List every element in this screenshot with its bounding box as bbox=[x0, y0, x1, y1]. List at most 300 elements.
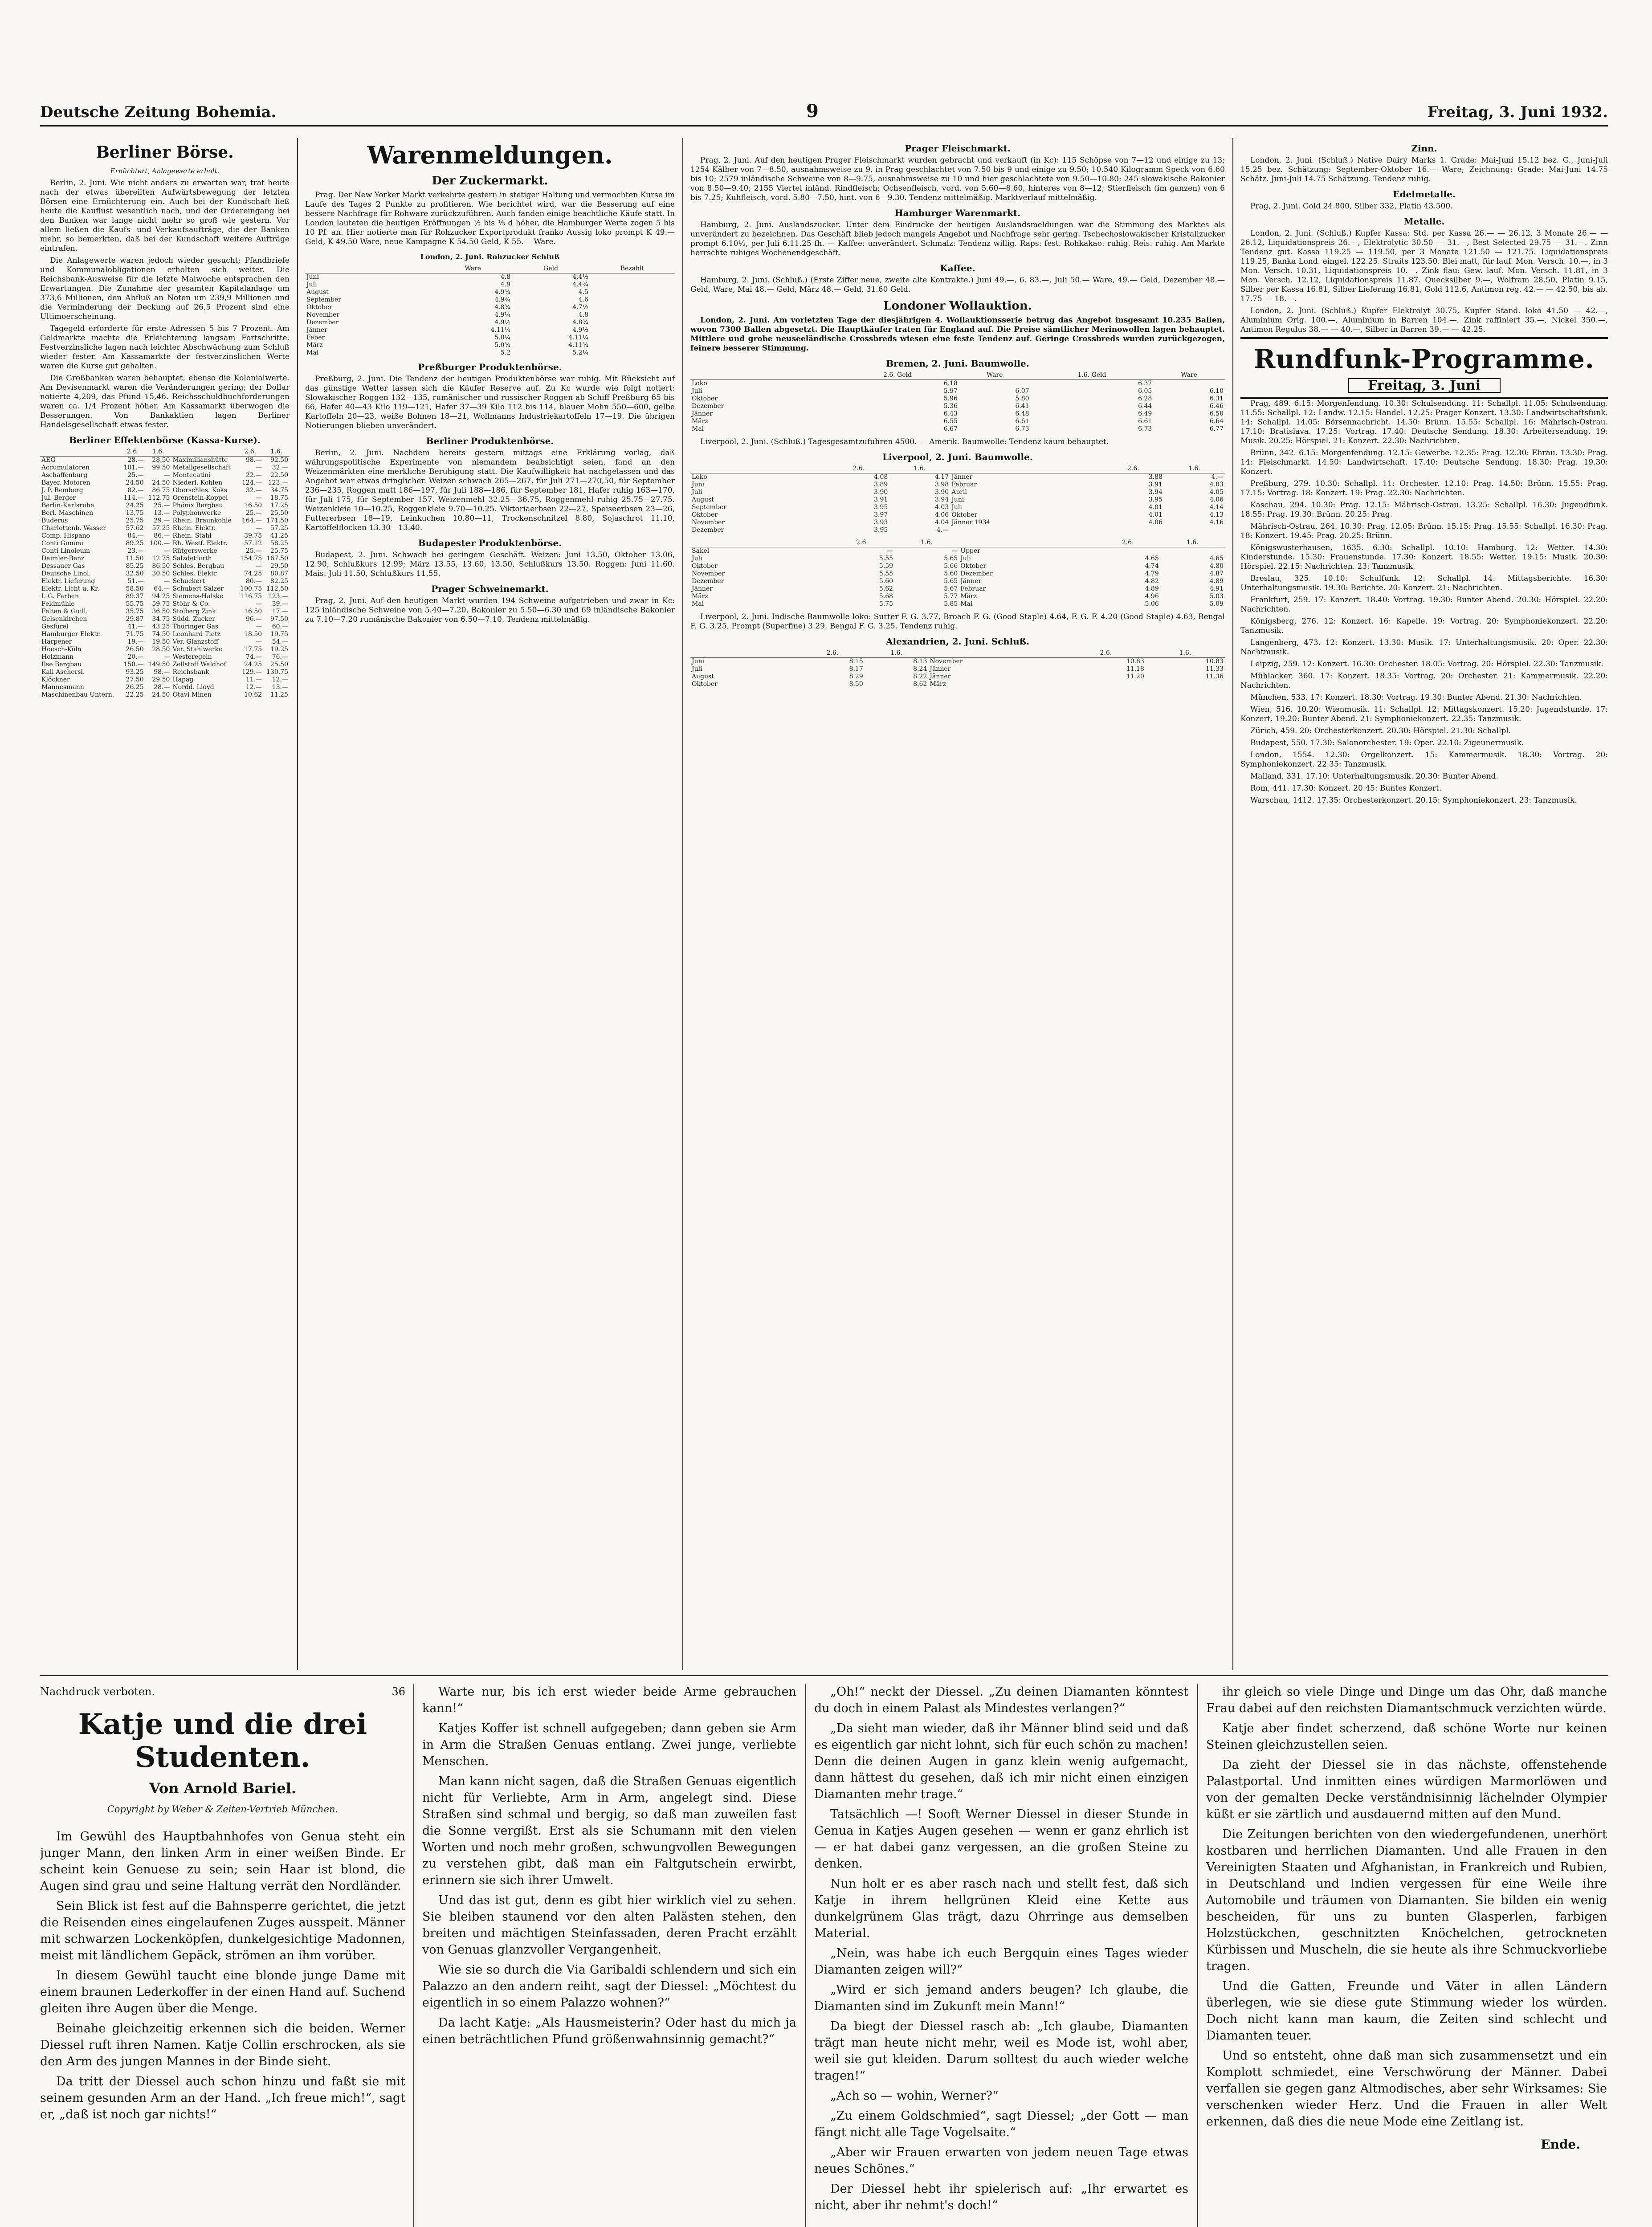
table-cell: April bbox=[951, 489, 967, 496]
table-row bbox=[690, 387, 1225, 395]
table-cell: 19.50 bbox=[152, 638, 170, 645]
table-cell: 10.83 bbox=[1126, 658, 1144, 665]
table-row bbox=[305, 311, 675, 319]
table-row bbox=[40, 517, 290, 525]
table-cell: 3.94 bbox=[1148, 489, 1163, 496]
table-cell: Juli bbox=[960, 555, 971, 562]
table-cell: 4.82 bbox=[1145, 578, 1159, 585]
table-cell: 4.9¼ bbox=[494, 311, 511, 318]
table-cell: Februar bbox=[951, 481, 977, 488]
table-cell: 4.13 bbox=[1209, 511, 1224, 518]
novel-paragraph: ihr gleich so viele Dinge und Dinge um das Ohr, daß manche Frau dabei auf den reichsten Diamantschmuck verzichten würde. bbox=[1206, 1685, 1607, 1715]
table-cell: Hapag bbox=[172, 676, 194, 683]
table-cell: 28.— bbox=[127, 457, 144, 464]
table-cell: 19.— bbox=[127, 638, 144, 645]
table-cell: 4.17 bbox=[935, 473, 949, 481]
zucker-paragraph: Prag. Der New Yorker Markt verkehrte gestern in stetiger Haltung und vermochten Kurse im Laufe des Tages 2 Punkte zu profitieren. Wie berichtet wird, war die Besserung auf eine bessere Nachfrage für Rohware zurückzuführen. Auch fanden einige beachtliche Käufe statt. In London lauteten die heutigen Eröffnungen ½ bis ⅓ d höher, die Hamburger Werte zogen 5 bis 10 Pf. an. Hier notierte man für Rohzucker Exportprodukt franko Aussig loko prompt K 49.— Geld, K 49.50 Ware, neue Kampagne K 54.50 Geld, K 55.— Ware. bbox=[305, 191, 675, 246]
table-cell: 5.09 bbox=[1209, 600, 1224, 608]
table-cell: Juni bbox=[692, 658, 705, 665]
table-row bbox=[690, 600, 1225, 608]
table-cell: Charlottenb. Wasser bbox=[41, 525, 106, 532]
table-cell: Loko bbox=[692, 473, 707, 481]
column-rule bbox=[1232, 138, 1233, 1670]
zinn-title: Zinn. bbox=[1411, 143, 1437, 154]
table-cell: Schles. Elektr. bbox=[172, 570, 218, 577]
radio-day: Freitag, 3. Juni bbox=[1348, 378, 1501, 393]
table-row bbox=[690, 496, 1225, 504]
table-cell: 3.97 bbox=[874, 511, 888, 518]
table-cell: Oktober bbox=[692, 395, 718, 402]
metalle-text-2: London, 2. Juni. (Schluß.) Kupfer Elektrolyt 30.75, Kupfer Stand. loko 41.50 — 42.—, Aluminium Orig. 100.—, Aluminium in Barren 104.—, Zink raffiniert 35.—, Nickel 350.—, Antimon Regulus 38.— — 40.—, Silber in Barren 39.— — 42.25. bbox=[1240, 306, 1608, 334]
column-header: 2.6. bbox=[800, 649, 865, 658]
table-cell: 4.8¾ bbox=[494, 304, 511, 311]
table-cell: Accumulatoren bbox=[41, 464, 90, 471]
table-row bbox=[305, 289, 675, 296]
novel-paragraph: Nun holt er es aber rasch nach und stellt fest, daß sich Katje in ihrem hellgrünen Kleid eine Kette aus dunkelgrünem Glas trägt, dazu Ohrringe aus demselben Material. bbox=[814, 1877, 1188, 1940]
table-cell: 5.67 bbox=[944, 585, 958, 592]
table-cell: Felten & Guill. bbox=[41, 608, 88, 615]
table-cell: 93.25 bbox=[126, 669, 144, 676]
novel-paragraph: „Wird er sich jemand anders beugen? Ich glaube, die Diamanten sind im Zukunft mein Mann!“ bbox=[814, 1983, 1188, 2013]
column-header: 1.6. Geld bbox=[1031, 371, 1154, 380]
table-cell: 71.75 bbox=[126, 631, 144, 638]
table-cell: 12.75 bbox=[152, 555, 170, 562]
novel-column-4 bbox=[1206, 1684, 1607, 2227]
novel-paragraph: Da tritt der Diessel auch schon hinzu und faßt sie mit seinem gesunden Arm an der Hand. „Ich freue mich!“, sagt er, „daß ist noch gar nichts!“ bbox=[40, 2075, 405, 2121]
table-cell: Oktober bbox=[692, 511, 718, 518]
novel-paragraph: Katjes Koffer ist schnell aufgegeben; dann geben sie Arm in Arm die Straßen Genuas entlang. Zwei junge, verliebte Menschen. bbox=[422, 1721, 796, 1768]
liverpool-table bbox=[690, 465, 1225, 534]
table-row bbox=[40, 661, 290, 669]
table-cell: 4.— bbox=[936, 526, 949, 534]
table-cell: Otavi Minen bbox=[172, 691, 212, 698]
table-cell: 29.50 bbox=[152, 676, 170, 683]
table-cell: 36.50 bbox=[152, 608, 170, 615]
table-cell: Jänner 1934 bbox=[951, 519, 991, 526]
table-cell: Jänner bbox=[306, 326, 327, 334]
pressburg-title: Preßburger Produktenbörse. bbox=[418, 362, 562, 372]
radio-entry: Preßburg, 279. 10.30: Schallpl. 11: Orchester. 12.10: Prag. 14.50: Brünn. 15.55: Prag. 17.15: Vortrag. 18: Konzert. 19: Prag. 22.30: Nachrichten. bbox=[1240, 479, 1608, 498]
table-cell: Gelsenkirchen bbox=[41, 616, 87, 623]
table-cell: 74.— bbox=[245, 653, 262, 661]
table-cell: 6.55 bbox=[943, 418, 958, 425]
liverpool-title: Liverpool, 2. Juni. Baumwolle. bbox=[882, 452, 1033, 462]
table-cell: Mai bbox=[692, 600, 704, 608]
table-cell: 58.50 bbox=[126, 585, 144, 592]
berlin-paragraph: Tagegeld erforderte für erste Adressen 5 bis 7 Prozent. Am Geldmarkte machte die Erleichterung langsam Fortschritte. Festverzinsliche lagen nach leichter Abschwächung zum Schluß wieder fester. Am Kassamarkte der festverzinslichen Werte waren die Kurse gut gehalten. bbox=[40, 324, 290, 371]
table-cell: 5.03 bbox=[1209, 593, 1224, 600]
table-cell: 8.62 bbox=[913, 681, 927, 688]
table-cell: 3.95 bbox=[1148, 496, 1163, 503]
table-cell: 17.75 bbox=[244, 646, 262, 653]
table-cell: 57.25 bbox=[152, 525, 170, 532]
table-cell: 43.25 bbox=[152, 623, 170, 630]
table-cell: 11.36 bbox=[1205, 673, 1224, 680]
table-cell: 5.0¾ bbox=[494, 342, 511, 349]
table-row bbox=[40, 684, 290, 691]
table-row bbox=[690, 481, 1225, 489]
table-row bbox=[40, 532, 290, 540]
pressburg-text: Preßburg, 2. Juni. Die Tendenz der heutigen Produktenbörse war ruhig. Mit Rücksicht auf das günstige Wetter lassen sich die Käufer Reserve auf. Zu Kc wurde wie folgt notiert: Slowakischer Roggen 132—135, rumänischer und russischer Roggen ab Schiff Preßburg 65 bis 66, Hafer 40—43 Kilo 119—121, Hafer 37—39 Kilo 112 bis 114, blauer Mohn 550—600, gelbe Kartoffeln 20—23, weiße Bohnen 18—21, Wollmanns Industriekartoffeln 17—19. Die übrigen Notierungen blieben unverändert. bbox=[305, 375, 675, 430]
kassa-table bbox=[40, 448, 290, 699]
table-row bbox=[690, 547, 1225, 555]
table-cell: Conti Linoleum bbox=[41, 547, 90, 555]
table-cell: 6.46 bbox=[1209, 403, 1224, 410]
table-cell: 114.— bbox=[123, 494, 144, 502]
installment-number: 36 bbox=[392, 1685, 405, 1698]
table-cell: 11.18 bbox=[1126, 665, 1144, 673]
table-row bbox=[690, 395, 1225, 403]
table-cell: Kali Aschersl. bbox=[41, 669, 85, 676]
table-cell: 99.50 bbox=[152, 464, 170, 471]
table-cell: 12.— bbox=[272, 676, 288, 683]
column-rule bbox=[682, 138, 683, 1670]
table-cell: 3.91 bbox=[1148, 481, 1163, 488]
table-row bbox=[690, 570, 1225, 578]
table-cell: 24.50 bbox=[152, 691, 170, 698]
table-row bbox=[690, 526, 1225, 534]
table-cell: 4.04 bbox=[935, 519, 949, 526]
column-header: Ware bbox=[1153, 371, 1225, 380]
table-cell: Mai bbox=[960, 600, 973, 608]
table-cell: 149.50 bbox=[148, 661, 170, 668]
table-cell: August bbox=[692, 496, 714, 503]
table-cell: Mai bbox=[306, 349, 319, 356]
kaffee-text: Hamburg, 2. Juni. (Schluß.) (Erste Ziffer neue, zweite alte Kontrakte.) Juni 49.—, 6. 83.—, Juli 50.— Ware, 49.— Geld, Dezember 48.— Geld, Ware, Mai 48.— Geld, März 48.— Geld, 31.60 Geld. bbox=[690, 276, 1225, 294]
table-cell bbox=[1153, 380, 1225, 388]
table-row bbox=[40, 608, 290, 616]
table-cell: Phönix Bergbau bbox=[172, 502, 223, 509]
column-header: 1.6. bbox=[889, 465, 950, 473]
table-cell: 25.50 bbox=[270, 661, 288, 668]
table-cell: Reichsbank bbox=[172, 669, 209, 676]
column-header: 1.6. bbox=[1160, 538, 1225, 547]
table-cell: Loko bbox=[692, 380, 707, 387]
wolle-title: Londoner Wollauktion. bbox=[883, 299, 1032, 313]
table-cell: Berlin-Karlsruhe bbox=[41, 502, 94, 509]
table-cell: 16.50 bbox=[244, 502, 262, 509]
table-row bbox=[690, 578, 1225, 585]
table-row bbox=[690, 658, 1225, 666]
table-cell: Dezember bbox=[306, 319, 339, 326]
novel-paragraph: „Zu einem Goldschmied“, sagt Diessel; „der Gott — man fängt nicht alle Tage Vogelsaite.“ bbox=[814, 2109, 1188, 2139]
novel-text bbox=[814, 1684, 1188, 2214]
table-cell: 41.25 bbox=[270, 532, 288, 539]
table-cell: 11.50 bbox=[126, 555, 144, 562]
table-cell: 4.7½ bbox=[572, 304, 589, 311]
table-row bbox=[690, 380, 1225, 388]
table-cell: 100.75 bbox=[240, 585, 262, 592]
berlin-report bbox=[40, 179, 290, 430]
table-cell: 26.50 bbox=[126, 646, 144, 653]
table-cell: 6.18 bbox=[943, 380, 958, 387]
table-cell: Juli bbox=[692, 387, 702, 395]
section-rule bbox=[40, 1675, 1608, 1676]
table-cell: 39.75 bbox=[244, 532, 262, 539]
table-cell: 4.14 bbox=[1209, 504, 1224, 511]
table-cell: 25.75 bbox=[270, 547, 288, 555]
column-rule bbox=[1197, 1684, 1198, 2227]
table-cell: Jänner bbox=[930, 673, 951, 680]
berlin-paragraph: Berlin, 2. Juni. Wie nicht anders zu erwarten war, trat heute nach der etwas übereilten Aufwärtsbewegung der letzten Börsen eine Ernüchterung ein. Auch bei der Kundschaft ließ heute die Kauflust wesentlich nach, und der Ordereingang bei den Banken war lange nicht mehr so groß wie gestern. Vor allem ließen die Kaufs- und Verkaufsaufträge, die der Banken mehr, so bemerkten, daß bei der Kundschaft weitere Aufträge eintrafen. bbox=[40, 179, 290, 253]
table-row bbox=[690, 593, 1225, 600]
novel-paragraph: Im Gewühl des Hauptbahnhofes von Genua steht ein junger Mann, den linken Arm in einer weißen Binde. Er scheint kein Genuese zu sein; sein Haar ist blond, die Augen sind grau und seine Haltung verrät den Nordländer. bbox=[40, 1830, 405, 1893]
table-cell: 6.43 bbox=[943, 410, 958, 417]
table-cell: 5.36 bbox=[943, 403, 958, 410]
radio-entry: Rom, 441. 17.30: Konzert. 20.45: Buntes Konzert. bbox=[1250, 784, 1442, 793]
table-cell: Oktober bbox=[960, 563, 987, 570]
table-cell: 4.03 bbox=[1209, 481, 1224, 488]
table-cell: 6.73 bbox=[1015, 425, 1029, 432]
waren-title: Warenmeldungen. bbox=[367, 141, 613, 169]
edel-text: Prag, 2. Juni. Gold 24.800, Silber 332, Platin 43.500. bbox=[1250, 202, 1453, 211]
table-cell bbox=[590, 319, 675, 326]
table-cell: 4.80 bbox=[1209, 563, 1224, 570]
table-cell: 10.62 bbox=[244, 691, 262, 698]
table-cell: Westeregeln bbox=[172, 653, 212, 661]
table-cell: Juli bbox=[692, 489, 702, 496]
table-cell: 92.50 bbox=[270, 457, 288, 464]
table-row bbox=[40, 525, 290, 532]
column-header: 1.6. bbox=[865, 649, 929, 658]
waren-column bbox=[305, 138, 675, 1652]
table-cell: August bbox=[306, 289, 329, 296]
table-cell: Sakel bbox=[692, 547, 710, 555]
table-cell: Dessauer Gas bbox=[41, 563, 85, 570]
paper-name: Deutsche Zeitung Bohemia. bbox=[40, 103, 277, 121]
table-row bbox=[40, 676, 290, 684]
table-cell: 8.15 bbox=[849, 658, 863, 665]
radio-entry: Mailand, 331. 17.10: Unterhaltungsmusik. 20.30: Bunter Abend. bbox=[1250, 772, 1498, 781]
column-header: 2.6. bbox=[237, 448, 263, 457]
column-header: 2.6. bbox=[828, 465, 889, 473]
radio-entry: Prag, 489. 6.15: Morgenfendung. 10.30: Schulsendung. 11: Schallpl. 11.05: Schulsendung. 11.55: Schallpl. 12: Landw. 12.15: Handel. 12.25: Prager Konzert. 13.30: Landwirtschaftsfunk. 14: Schallpl. 14.05: Börsennachricht. 14.50: Brünn. 15.55: Schallpl. 16: Mährisch-Ostrau. 17.10: Bratislava. 17.25: Vortrag. 17.40: Deutsche Sendung. 18.30: Arbeitersendung. 19: Musik. 20.25: Hörspiel. 21: Konzert. 22.30: Nachrichten. bbox=[1240, 399, 1608, 445]
egyptian-table bbox=[690, 538, 1225, 608]
table-cell: 18.75 bbox=[270, 494, 288, 502]
table-cell: 5.60 bbox=[879, 578, 893, 585]
table-row bbox=[40, 487, 290, 494]
column-header: Bezahlt bbox=[590, 265, 675, 273]
table-cell: 16.50 bbox=[244, 608, 262, 615]
table-cell: 25.— bbox=[154, 502, 170, 509]
table-cell: — bbox=[163, 578, 170, 585]
nachdruck-note: Nachdruck verboten. bbox=[40, 1685, 155, 1698]
table-cell: 25.— bbox=[127, 472, 144, 479]
table-row bbox=[690, 425, 1225, 433]
table-cell: 80.87 bbox=[270, 570, 288, 577]
table-row bbox=[305, 334, 675, 342]
table-row bbox=[690, 511, 1225, 519]
indisch-text: Liverpool, 2. Juni. Indische Baumwolle loko: Surter F. G. 3.77, Broach F. G. (Good Staple) 4.64, F. G. F. 4.20 (Good Staple) 4.63, Bengal F. G. 3.25, Prompt (Superfine) 3.29, Bengal F. G. 3.25. Tendenz ruhig. bbox=[690, 612, 1225, 631]
table-cell bbox=[590, 334, 675, 342]
table-cell: 3.93 bbox=[874, 519, 888, 526]
novel-copyright: Copyright by Weber & Zeiten-Vertrieb München. bbox=[107, 1804, 339, 1815]
table-cell bbox=[590, 273, 675, 281]
table-cell: 4.65 bbox=[1209, 555, 1224, 562]
radio-header bbox=[1240, 337, 1608, 399]
table-cell: Klöckner bbox=[41, 676, 70, 683]
table-cell: 4.9½ bbox=[572, 326, 589, 334]
table-cell bbox=[1160, 547, 1225, 555]
table-row bbox=[690, 519, 1225, 526]
radio-entry: Budapest, 550. 17.30: Salonorchester. 19: Oper. 22.10: Zigeunermusik. bbox=[1250, 738, 1524, 747]
table-cell: — bbox=[256, 638, 262, 645]
masthead bbox=[40, 98, 1608, 126]
table-cell: 10.83 bbox=[1205, 658, 1224, 665]
column-header: 1.6. bbox=[1164, 465, 1225, 473]
table-cell bbox=[1096, 547, 1160, 555]
alexandria-title: Alexandrien, 2. Juni. Schluß. bbox=[886, 636, 1029, 647]
novel-column-3 bbox=[814, 1684, 1188, 2227]
table-cell: 22.— bbox=[245, 472, 262, 479]
table-row bbox=[305, 273, 675, 281]
table-cell: Oktober bbox=[306, 304, 332, 311]
table-cell: 96.— bbox=[245, 616, 262, 623]
table-cell: 94.25 bbox=[152, 593, 170, 600]
table-row bbox=[305, 304, 675, 311]
table-row bbox=[690, 555, 1225, 563]
table-row bbox=[305, 326, 675, 334]
table-row bbox=[40, 653, 290, 661]
table-cell: 5.0¼ bbox=[494, 334, 511, 341]
table-cell: 5.80 bbox=[1015, 395, 1029, 402]
novel-paragraph: Und das ist gut, denn es gibt hier wirklich viel zu sehen. Sie bleiben staunend vor den alten Palästen stehen, den breiten und mächtigen Steinfassaden, deren Pracht erzählt von Genuas glanzvoller Vergangenheit. bbox=[422, 1893, 796, 1957]
table-cell: 32.— bbox=[245, 487, 262, 494]
metalle-title: Metalle. bbox=[1403, 216, 1445, 227]
table-cell: — bbox=[256, 563, 262, 570]
table-cell: 28.50 bbox=[152, 457, 170, 464]
table-cell: 4.— bbox=[1211, 473, 1224, 481]
table-cell: 22.25 bbox=[126, 691, 144, 698]
column-header bbox=[690, 465, 828, 473]
table-cell: — bbox=[256, 623, 262, 630]
table-cell: Juni bbox=[692, 481, 705, 488]
table-cell: 24.50 bbox=[126, 479, 144, 486]
radio-entry: Königswusterhausen, 1635. 6.30: Schallpl. 10.10: Hamburg. 12: Wetter. 14.30: Kinderstunde. 15.30: Frauenstunde. 17.30: Konzert. 18.55: Wetter. 19.15: Musik. 20.30: Hörspiel. 22.15: Nachrichten. 23: Tanzmusik. bbox=[1240, 543, 1608, 571]
alexandria-table bbox=[690, 649, 1225, 688]
table-row bbox=[40, 563, 290, 570]
table-cell: 112.75 bbox=[148, 494, 170, 502]
table-cell: 17.— bbox=[272, 608, 288, 615]
table-cell: März bbox=[930, 681, 946, 688]
novel-text bbox=[422, 1684, 796, 2048]
novel-column-2 bbox=[422, 1684, 796, 2227]
table-cell: 86.— bbox=[154, 532, 170, 539]
table-cell: Maschinenbau Untern. bbox=[41, 691, 114, 698]
table-cell: 4.01 bbox=[1148, 504, 1163, 511]
table-cell: Ver. Glanzstoff bbox=[172, 638, 219, 645]
novel-paragraph: Und die Gatten, Freunde und Väter in allen Ländern überlegen, wie sie diese gute Stimmung wieder los würden. Doch nicht kann man kaum, die Zeiten sind schlecht und Diamanten teuer. bbox=[1206, 1979, 1607, 2043]
table-cell: 3.95 bbox=[874, 526, 888, 534]
table-cell: 4.11¼ bbox=[490, 326, 511, 334]
table-cell: — bbox=[951, 547, 958, 555]
table-row bbox=[690, 585, 1225, 593]
table-cell: — bbox=[256, 494, 262, 502]
radio-entry: Leipzig, 259. 12: Konzert. 16.30: Orchester. 18.05: Vortrag. 20: Hörspiel. 22.30: Tanzmusik. bbox=[1250, 660, 1603, 669]
table-cell: 6.49 bbox=[1138, 410, 1152, 417]
column-header: 1.6. bbox=[263, 448, 290, 457]
table-cell: 4.01 bbox=[1148, 511, 1163, 518]
table-cell: Schuckert bbox=[172, 578, 205, 585]
table-cell: 13.75 bbox=[126, 510, 144, 517]
liverpool-text: Liverpool, 2. Juni. (Schluß.) Tagesgesamtzufuhren 4500. — Amerik. Baumwolle: Tendenz kaum behauptet. bbox=[700, 437, 1109, 446]
page-number: 9 bbox=[806, 101, 819, 122]
table-cell: 84.— bbox=[127, 532, 144, 539]
table-cell bbox=[1146, 681, 1225, 688]
table-cell: 129.— bbox=[241, 669, 262, 676]
table-cell: 11.33 bbox=[1205, 665, 1224, 673]
table-cell: September bbox=[306, 296, 341, 303]
table-row bbox=[305, 349, 675, 357]
novel-column-1 bbox=[40, 1684, 405, 2227]
table-row bbox=[690, 504, 1225, 511]
novel-paragraph: In diesem Gewühl taucht eine blonde junge Dame mit einem braunen Lederkoffer in der einen Hand auf. Suchend gleiten ihre Augen über die Menge. bbox=[40, 1969, 405, 2015]
berlin-paragraph: Die Anlagewerte waren jedoch wieder gesucht; Pfandbriefe und Kommunalobligationen erholten sich weiter. Die Reichsbank-Ausweise für die letzte Maiwoche entsprachen den Erwartungen. Die Zunahme der gesamten Kapitalanlage um 373,6 Millionen, den Abfluß an Noten um 239,9 Millionen und die Verminderung der Deckung auf 26,5 Prozent sind eine Ultimoerscheinung. bbox=[40, 256, 290, 321]
markets-column bbox=[1240, 138, 1608, 1652]
table-cell bbox=[1103, 526, 1164, 534]
table-cell bbox=[950, 526, 1103, 534]
table-cell: März bbox=[960, 593, 977, 600]
berlin-subtitle: Ernüchtert, Anlagewerte erholt. bbox=[110, 167, 220, 175]
table-cell: Hamburger Elektr. bbox=[41, 631, 101, 638]
table-cell bbox=[590, 281, 675, 289]
radio-entry: Frankfurt, 259. 17: Konzert. 18.40: Vortrag. 19.30: Bunter Abend. 20.30: Hörspiel. 22.20: Nachrichten. bbox=[1240, 595, 1608, 614]
table-cell: — bbox=[163, 653, 170, 661]
table-cell: 6.31 bbox=[1209, 395, 1224, 402]
table-cell: Feldmühle bbox=[41, 600, 75, 608]
table-cell: 116.75 bbox=[240, 593, 262, 600]
table-cell: Juli bbox=[692, 665, 702, 673]
table-cell: 12.— bbox=[245, 684, 262, 691]
table-cell: Ver. Stahlwerke bbox=[172, 646, 223, 653]
table-cell: 4.65 bbox=[1145, 555, 1159, 562]
table-cell: 5.97 bbox=[943, 387, 958, 395]
table-cell: 82.25 bbox=[270, 578, 288, 585]
radio-entry: Königsberg, 276. 12: Konzert. 16: Kapelle. 19: Vortrag. 20: Symphoniekonzert. 22.20: Tanzmusik. bbox=[1240, 617, 1608, 635]
table-cell: Polyphonwerke bbox=[172, 510, 221, 517]
column-header bbox=[959, 538, 1095, 547]
table-cell: Dezember bbox=[692, 578, 724, 585]
table-row bbox=[40, 578, 290, 585]
table-cell: 4.03 bbox=[935, 504, 949, 511]
table-row bbox=[40, 638, 290, 646]
table-cell: Juli bbox=[692, 555, 702, 562]
table-row bbox=[40, 494, 290, 502]
column-header: 1.6. bbox=[894, 538, 959, 547]
table-cell: August bbox=[692, 673, 714, 680]
issue-date: Freitag, 3. Juni 1932. bbox=[1427, 103, 1608, 121]
table-cell: 4.8 bbox=[578, 311, 589, 318]
table-row bbox=[40, 464, 290, 472]
table-cell: 5.77 bbox=[944, 593, 958, 600]
table-cell: 13.— bbox=[154, 510, 170, 517]
novel-paragraph: Und so entsteht, ohne daß man sich zusammensetzt und ein Komplott schmiedet, eine Verschwörung der Männer. Dabei verfallen sie gegen ganz Altmodisches, aber sehr Wirksames: Sie verschenken wieder Herz. Und die Frauen in aller Welt erkennen, daß dies die neue Mode eine Zeitlang ist. bbox=[1206, 2049, 1607, 2129]
table-cell: 171.50 bbox=[266, 517, 288, 524]
table-cell: 74.50 bbox=[152, 631, 170, 638]
table-cell: 19.75 bbox=[270, 631, 288, 638]
table-cell: 4.89 bbox=[1145, 585, 1159, 592]
column-header bbox=[690, 649, 800, 658]
table-cell: J. P. Bemberg bbox=[41, 487, 83, 494]
table-cell: 32.— bbox=[272, 464, 288, 471]
table-cell: Rhein. Stahl bbox=[172, 532, 212, 539]
baumwolle-title: Bremen, 2. Juni. Baumwolle. bbox=[886, 358, 1029, 369]
table-cell: 57.25 bbox=[270, 525, 288, 532]
table-cell: 89.37 bbox=[126, 593, 144, 600]
table-cell: 30.50 bbox=[152, 570, 170, 577]
table-cell: Deutsche Linol. bbox=[41, 570, 91, 577]
table-row bbox=[305, 281, 675, 289]
